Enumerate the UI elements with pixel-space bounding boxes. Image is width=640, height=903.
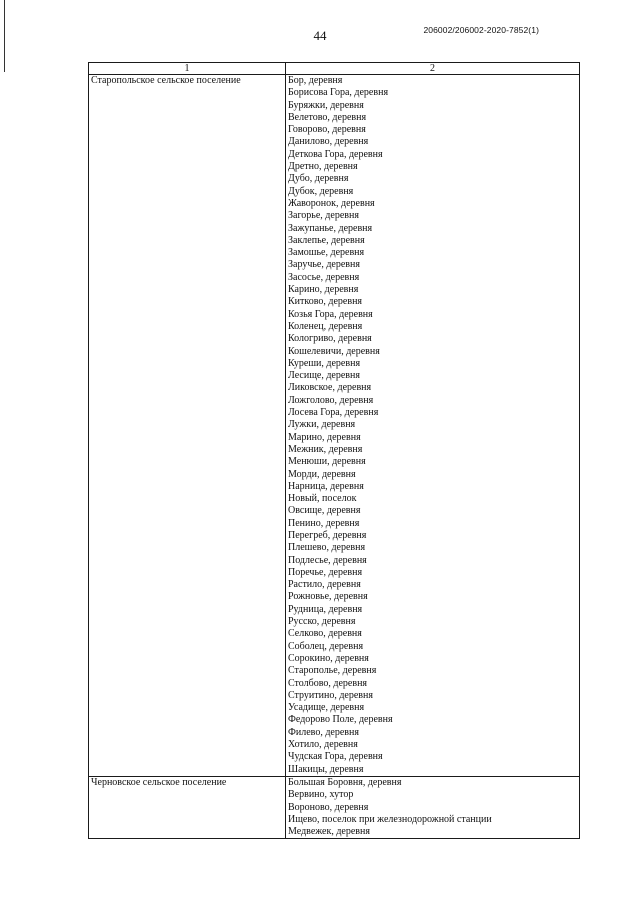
list-item: Борисова Гора, деревня (288, 87, 389, 99)
settlement-name-cell: Черновское сельское поселение (89, 776, 286, 838)
settlements-table (88, 62, 580, 839)
list-item: Струитино, деревня (288, 689, 373, 701)
list-item: Заручье, деревня (288, 259, 360, 271)
list-item: Старополье, деревня (288, 665, 377, 677)
list-item: Рожновье, деревня (288, 591, 368, 603)
list-item: Усадище, деревня (288, 702, 365, 714)
list-item: Козья Гора, деревня (288, 308, 373, 320)
list-item: Большая Боровня, деревня (288, 776, 402, 788)
list-item: Куреши, деревня (288, 357, 361, 369)
list-item: Велетово, деревня (288, 111, 367, 123)
list-item: Дубо, деревня (288, 173, 349, 185)
document-code: 206002/206002-2020-7852(1) (423, 25, 539, 35)
list-item: Соболец, деревня (288, 640, 364, 652)
settlement-name-cell: Старопольское сельское поселение (89, 75, 286, 777)
list-item: Дубок, деревня (288, 185, 354, 197)
list-item: Кологриво, деревня (288, 333, 372, 345)
list-item: Федорово Поле, деревня (288, 714, 393, 726)
list-item: Вороново, деревня (288, 801, 369, 813)
list-item: Карино, деревня (288, 284, 359, 296)
list-item: Данилово, деревня (288, 136, 369, 148)
localities-cell (286, 75, 580, 777)
list-item: Медвежек, деревня (288, 826, 370, 838)
list-item: Чудская Гора, деревня (288, 751, 383, 763)
localities-list (288, 75, 577, 776)
list-item: Зажупанье, деревня (288, 222, 373, 234)
list-item: Коленец, деревня (288, 320, 363, 332)
list-item: Бор, деревня (288, 75, 343, 86)
list-item: Кошелевичи, деревня (288, 345, 380, 357)
list-item: Жаворонок, деревня (288, 197, 375, 209)
list-item: Перегреб, деревня (288, 529, 367, 541)
list-item: Нарница, деревня (288, 480, 364, 492)
page-number: 44 (313, 28, 327, 43)
table-row (89, 776, 580, 838)
list-item: Менюши, деревня (288, 456, 366, 468)
list-item: Селково, деревня (288, 628, 362, 640)
list-item: Овсище, деревня (288, 505, 361, 517)
list-item: Поречье, деревня (288, 566, 363, 578)
list-item: Плешево, деревня (288, 542, 366, 554)
list-item: Ликовское, деревня (288, 382, 372, 394)
list-item: Подлесье, деревня (288, 554, 367, 566)
list-item: Ищево, поселок при железнодорожной станции (288, 813, 492, 825)
column-header-1: 1 (89, 63, 286, 75)
list-item: Межник, деревня (288, 443, 363, 455)
list-item: Засосье, деревня (288, 271, 360, 283)
column-header-2: 2 (286, 63, 580, 75)
list-item: Рудница, деревня (288, 603, 363, 615)
list-item: Столбово, деревня (288, 677, 368, 689)
list-item: Замошье, деревня (288, 247, 365, 259)
list-item: Растило, деревня (288, 579, 361, 591)
list-item: Сорокино, деревня (288, 652, 369, 664)
list-item: Буряжки, деревня (288, 99, 364, 111)
list-item: Лужки, деревня (288, 419, 356, 431)
list-item: Говорово, деревня (288, 124, 366, 136)
list-item: Хотило, деревня (288, 739, 358, 751)
list-item: Лосева Гора, деревня (288, 407, 379, 419)
list-item: Китково, деревня (288, 296, 363, 308)
list-item: Пенино, деревня (288, 517, 360, 529)
list-item: Заклепье, деревня (288, 234, 365, 246)
list-item: Дретно, деревня (288, 161, 358, 173)
list-item: Филево, деревня (288, 726, 359, 738)
localities-cell (286, 776, 580, 838)
list-item: Деткова Гора, деревня (288, 148, 383, 160)
table-body (89, 75, 580, 839)
list-item: Русско, деревня (288, 616, 356, 628)
table-header-row (89, 63, 580, 75)
list-item: Шакицы, деревня (288, 763, 364, 775)
list-item: Морди, деревня (288, 468, 356, 480)
table-row (89, 75, 580, 777)
list-item: Загорье, деревня (288, 210, 359, 222)
list-item: Новый, поселок (288, 493, 357, 505)
list-item: Лесище, деревня (288, 370, 360, 382)
list-item: Вервино, хутор (288, 789, 354, 801)
list-item: Ложголово, деревня (288, 394, 374, 406)
list-item: Марино, деревня (288, 431, 361, 443)
localities-list (288, 777, 577, 838)
